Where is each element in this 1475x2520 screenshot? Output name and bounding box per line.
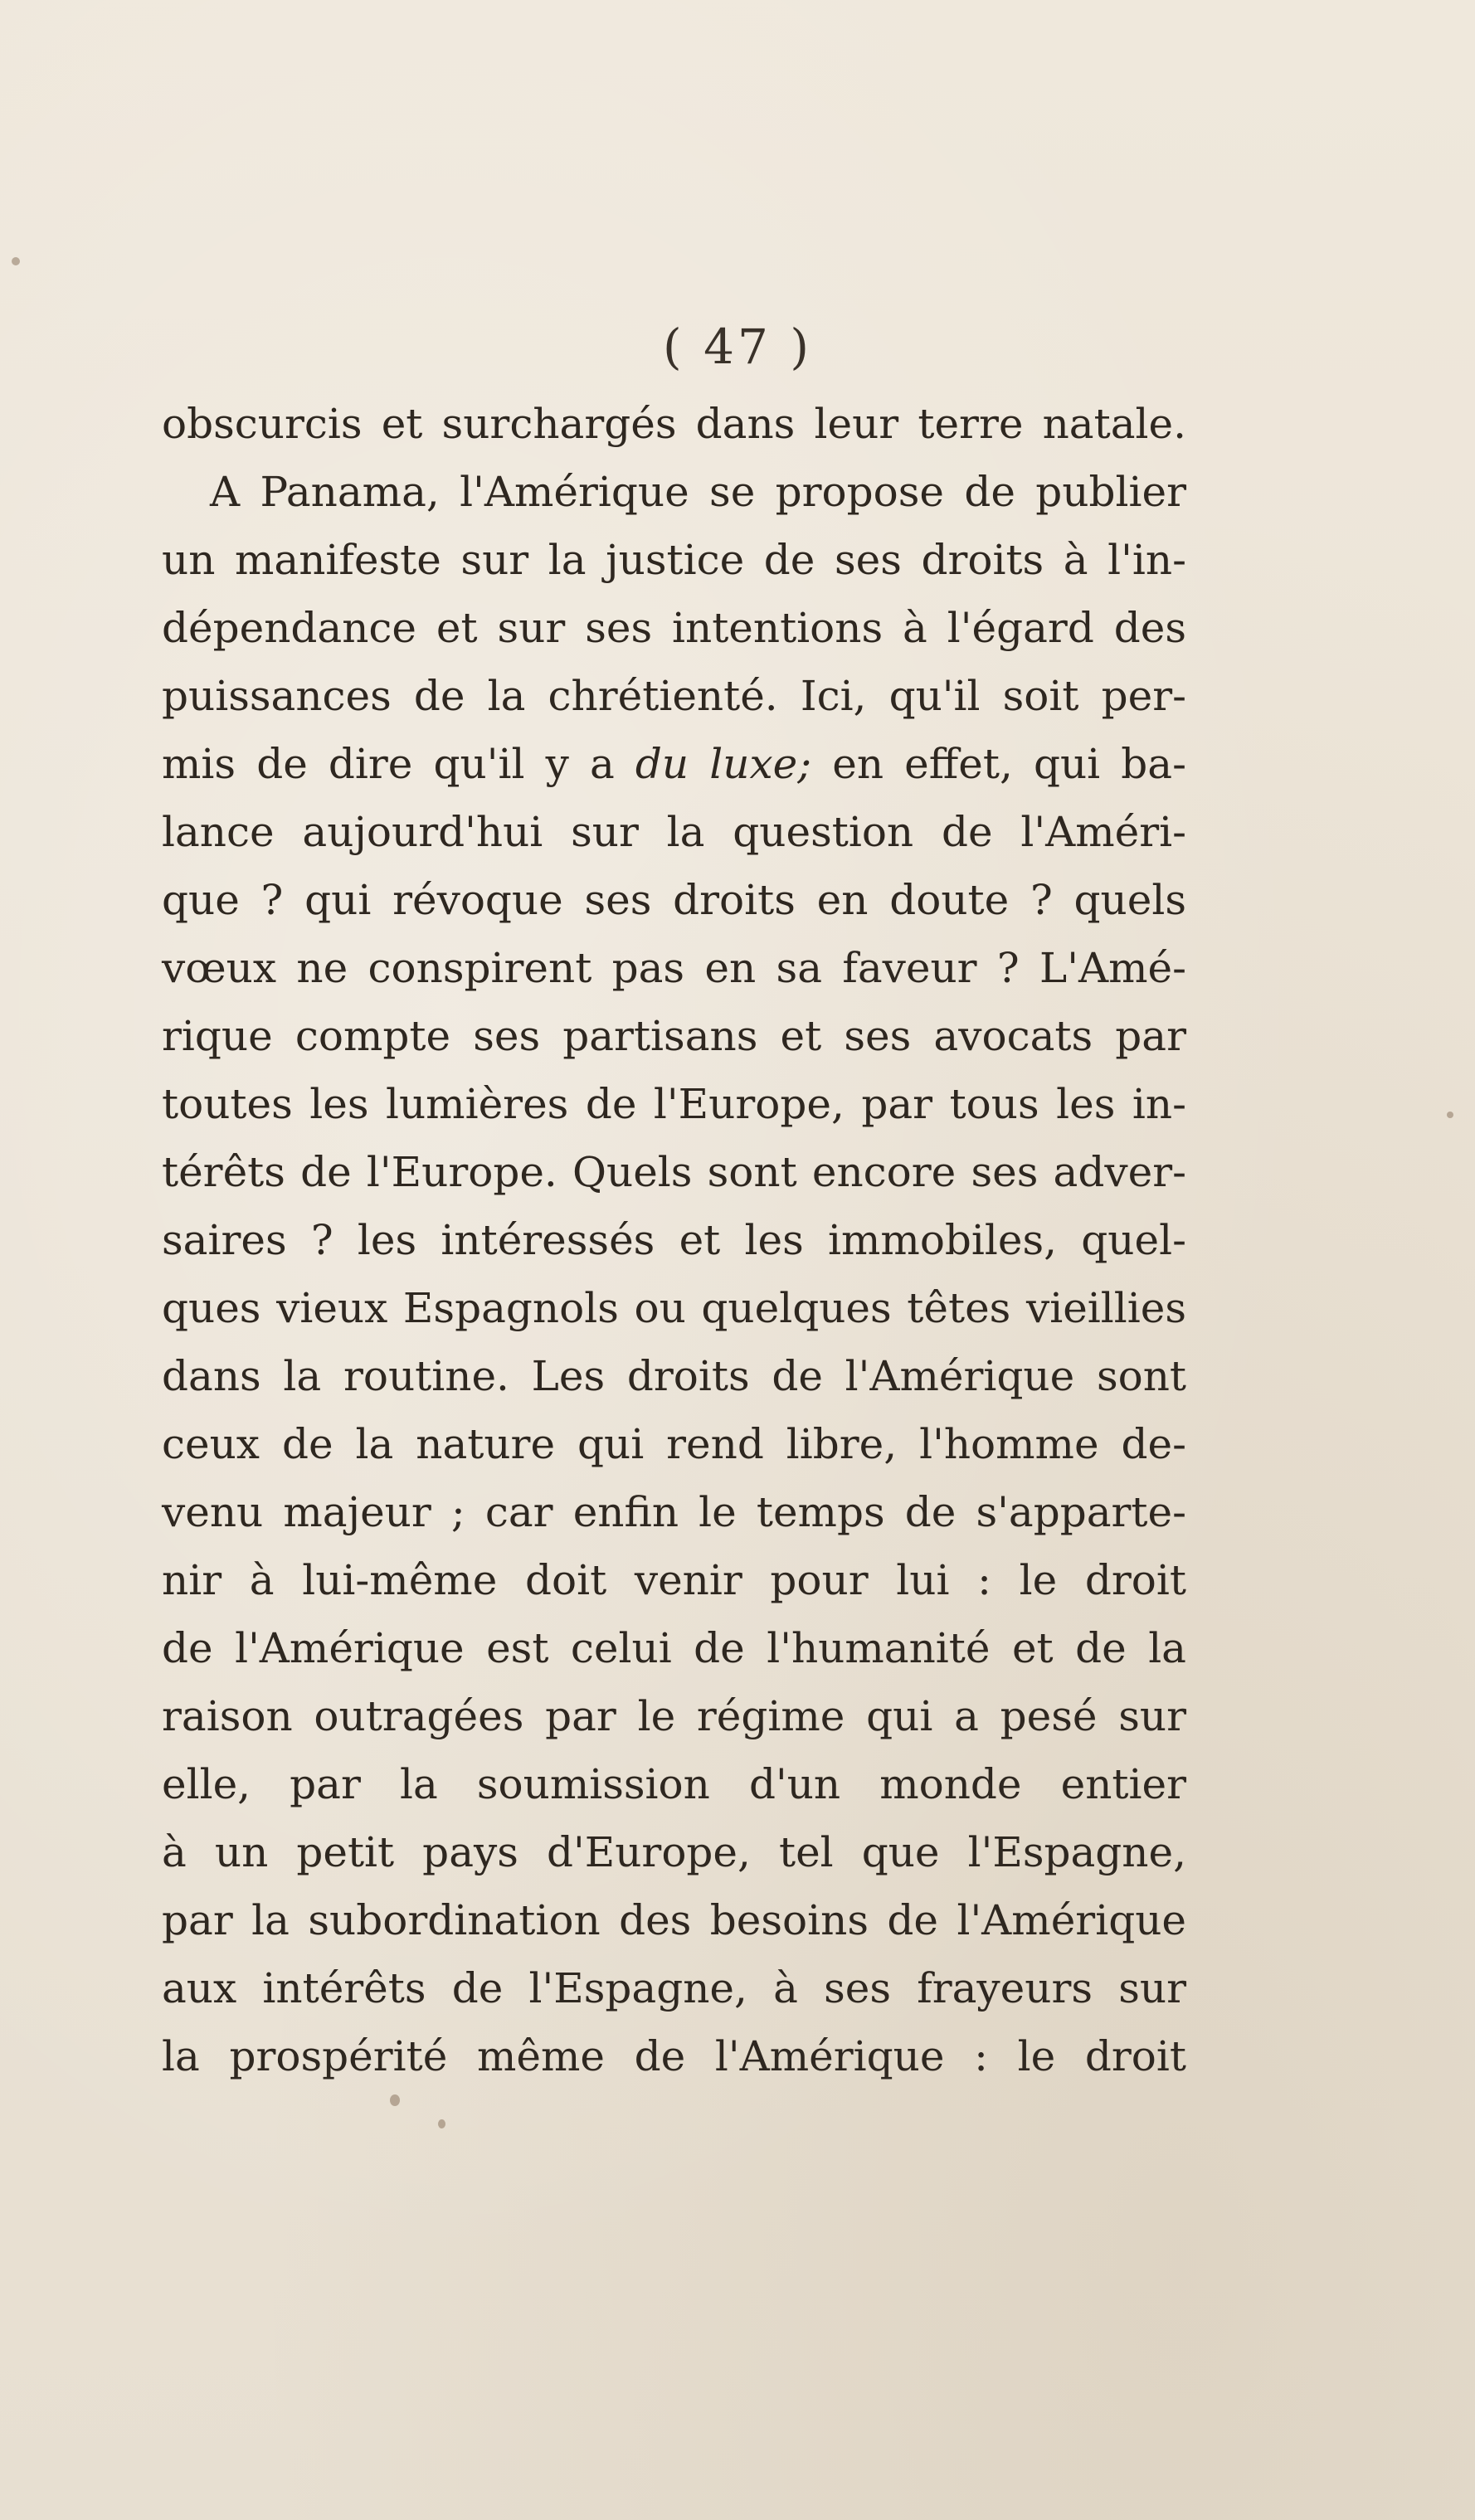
text-line: lance aujourd'hui sur la question de l'Améri- — [162, 808, 1186, 856]
paper-spot — [390, 2094, 400, 2106]
text-line: ceux de la nature qui rend libre, l'homme de- — [162, 1420, 1186, 1468]
text-line: venu majeur ; car enfin le temps de s'apparte- — [162, 1488, 1186, 1536]
text-line: rique compte ses partisans et ses avocats par — [162, 1012, 1186, 1060]
text-line: vœux ne conspirent pas en sa faveur ? L'Amé- — [162, 944, 1186, 992]
text-segment: en effet, qui ba- — [832, 740, 1187, 788]
text-line: par la subordination des besoins de l'Amérique — [162, 1896, 1186, 1944]
body-text — [162, 390, 1186, 2090]
text-line: que ? qui révoque ses droits en doute ? quels — [162, 876, 1186, 924]
text-line: aux intérêts de l'Espagne, à ses frayeurs sur — [162, 1964, 1186, 2012]
text-line: un manifeste sur la justice de ses droits à l'in- — [162, 536, 1186, 584]
text-line: dépendance et sur ses intentions à l'égard des — [162, 604, 1186, 652]
text-line: ques vieux Espagnols ou quelques têtes vieillies — [162, 1284, 1186, 1332]
text-segment: mis de dire qu'il y a — [162, 740, 615, 788]
text-line: de l'Amérique est celui de l'humanité et de la — [162, 1624, 1186, 1672]
text-line: la prospérité même de l'Amérique : le droit — [162, 2032, 1186, 2080]
paper-spot — [12, 257, 20, 265]
paper-spot — [1447, 1112, 1453, 1118]
text-line: nir à lui-même doit venir pour lui : le droit — [162, 1556, 1186, 1604]
text-line: toutes les lumières de l'Europe, par tous les in- — [162, 1080, 1186, 1128]
italic-phrase: du luxe; — [635, 740, 812, 788]
page-number: ( 47 ) — [663, 319, 812, 375]
text-line: obscurcis et surchargés dans leur terre natale. — [162, 400, 1186, 448]
text-line: raison outragées par le régime qui a pesé sur — [162, 1692, 1186, 1740]
text-line: térêts de l'Europe. Quels sont encore ses adver- — [162, 1148, 1186, 1196]
text-line: saires ? les intéressés et les immobiles, quel- — [162, 1216, 1186, 1264]
text-line: elle, par la soumission d'un monde entier — [162, 1760, 1186, 1808]
text-line — [162, 730, 1186, 798]
text-line: A Panama, l'Amérique se propose de publier — [210, 468, 1186, 516]
text-line: dans la routine. Les droits de l'Amérique sont — [162, 1352, 1186, 1400]
text-line: puissances de la chrétienté. Ici, qu'il soit per- — [162, 672, 1186, 720]
paper-spot — [438, 2119, 445, 2128]
text-line: à un petit pays d'Europe, tel que l'Espagne, — [162, 1828, 1186, 1876]
